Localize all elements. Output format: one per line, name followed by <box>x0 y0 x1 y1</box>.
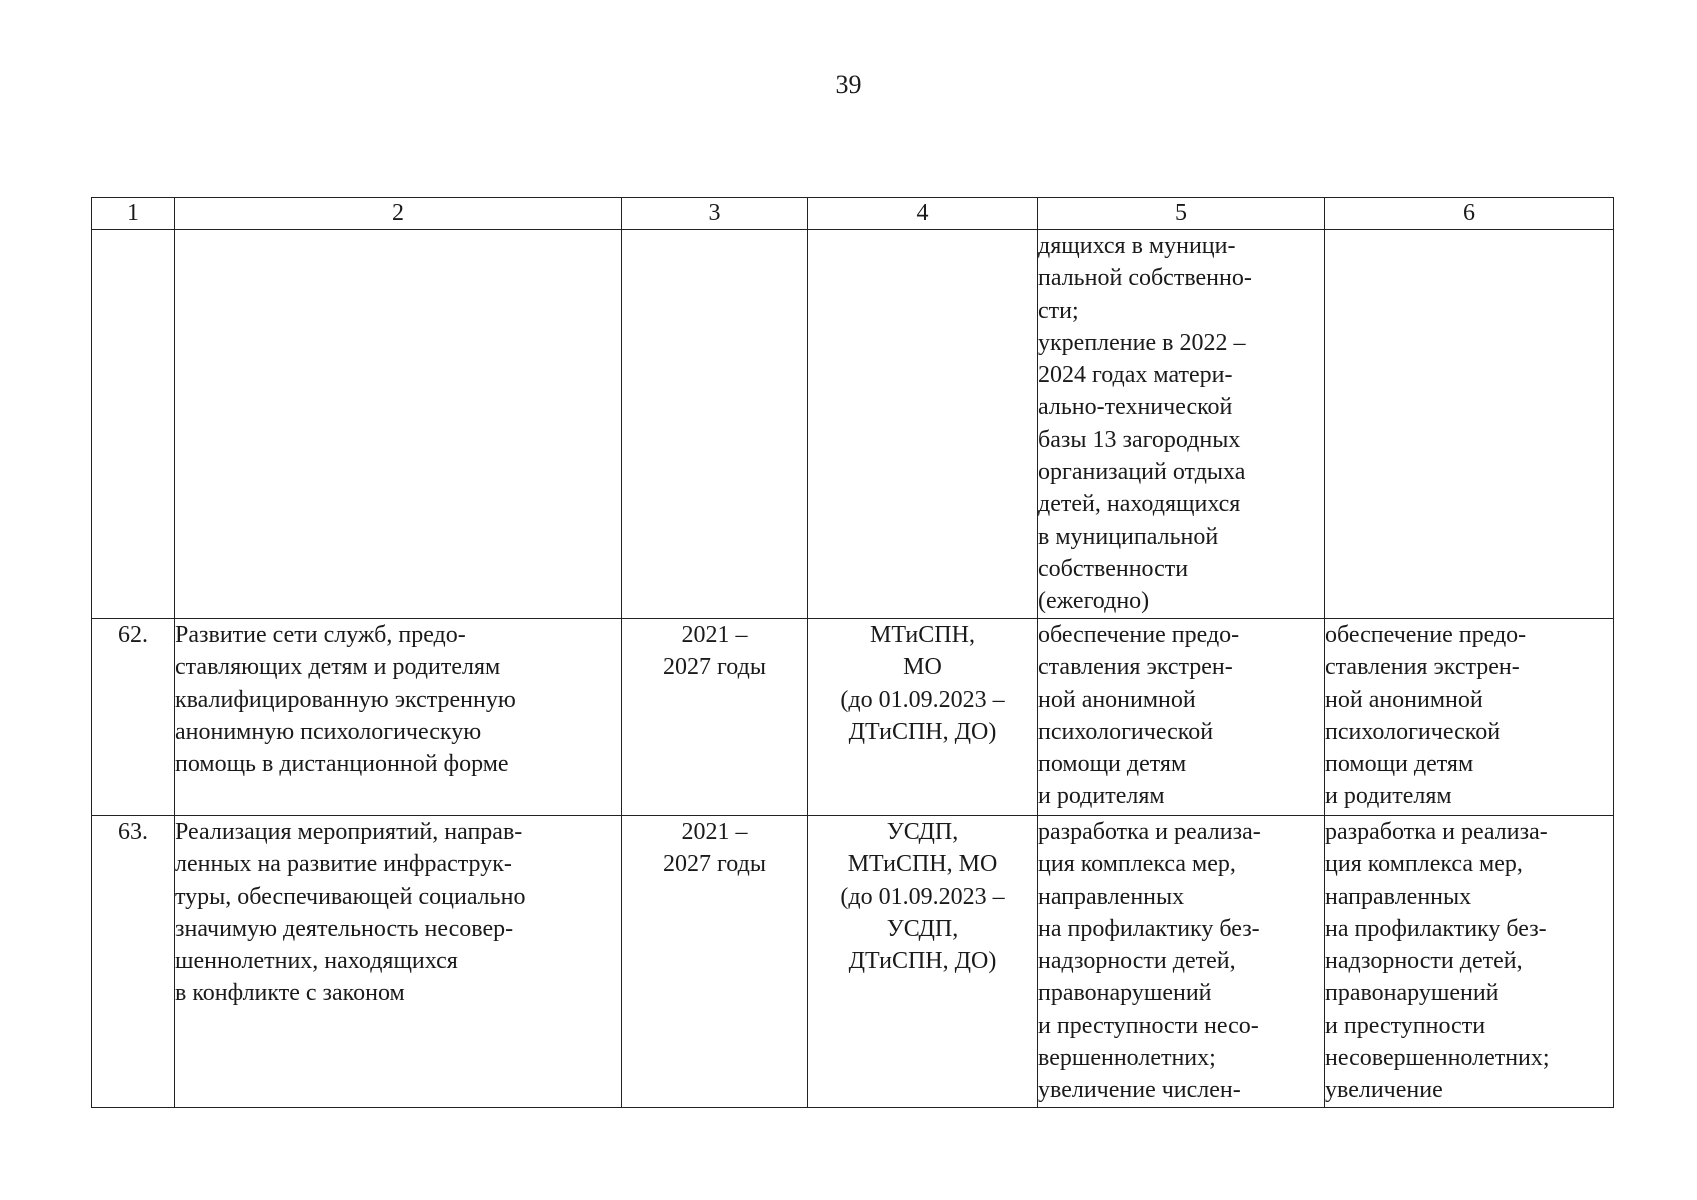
row-number-cell <box>92 816 175 1108</box>
table-row <box>92 816 1614 1108</box>
period-cell <box>622 230 808 619</box>
period: 2021 – 2027 годы <box>663 622 766 681</box>
result-cell <box>1038 619 1325 816</box>
executor-cell <box>808 816 1038 1108</box>
row-number-cell <box>92 230 175 619</box>
measure-name-cell <box>175 619 622 816</box>
row-number: 62. <box>118 622 148 648</box>
column-header: 1 <box>92 198 175 230</box>
column-header: 2 <box>175 198 622 230</box>
column-header: 3 <box>622 198 808 230</box>
executor-cell <box>808 619 1038 816</box>
executor: УСДП, МТиСПН, МО (до 01.09.2023 – УСДП, ДТиСПН, ДО) <box>840 819 1005 975</box>
row-number: 63. <box>118 819 148 845</box>
measure-name-cell <box>175 230 622 619</box>
expected-result: дящихся в муници- пальной собственно- сти; укрепление в 2022 – 2024 годах матери- ально-технической базы 13 загородных организаций отдыха детей, находящихся в муниципальной собственности (ежегодно) <box>1038 233 1252 615</box>
column-header: 4 <box>808 198 1038 230</box>
table-row <box>92 619 1614 816</box>
table-header-row <box>92 198 1614 230</box>
indicator: разработка и реализа- ция комплекса мер, направленных на профилактику без- надзорности детей, правонарушений и преступности несовершеннолетних; увеличение <box>1325 819 1550 1104</box>
expected-result: обеспечение предо- ставления экстрен- ной анонимной психологической помощи детям и родителям <box>1038 622 1240 810</box>
indicator-cell <box>1325 816 1614 1108</box>
indicator: обеспечение предо- ставления экстрен- ной анонимной психологической помощи детям и родителям <box>1325 622 1527 810</box>
result-cell <box>1038 816 1325 1108</box>
table-row <box>92 230 1614 619</box>
period-cell <box>622 816 808 1108</box>
period-cell <box>622 619 808 816</box>
expected-result: разработка и реализа- ция комплекса мер, направленных на профилактику без- надзорности детей, правонарушений и преступности несо- вершеннолетних; увеличение числен- <box>1038 819 1261 1104</box>
column-header: 5 <box>1038 198 1325 230</box>
measures-table <box>91 197 1614 1108</box>
column-header: 6 <box>1325 198 1614 230</box>
indicator-cell <box>1325 230 1614 619</box>
executor: МТиСПН, МО (до 01.09.2023 – ДТиСПН, ДО) <box>840 622 1005 745</box>
measure-name: Развитие сети служб, предо- ставляющих детям и родителям квалифицированную экстренную анонимную психологическую помощь в дистанционной форме <box>175 622 516 778</box>
measure-name-cell <box>175 816 622 1108</box>
measure-name: Реализация мероприятий, направ- ленных на развитие инфраструк- туры, обеспечивающей социально значимую деятельность несовер- шеннолетних, находящихся в конфликте с законом <box>175 819 526 1007</box>
page-number: 39 <box>835 70 862 99</box>
result-cell <box>1038 230 1325 619</box>
period: 2021 – 2027 годы <box>663 819 766 878</box>
indicator-cell <box>1325 619 1614 816</box>
row-number-cell <box>92 619 175 816</box>
executor-cell <box>808 230 1038 619</box>
